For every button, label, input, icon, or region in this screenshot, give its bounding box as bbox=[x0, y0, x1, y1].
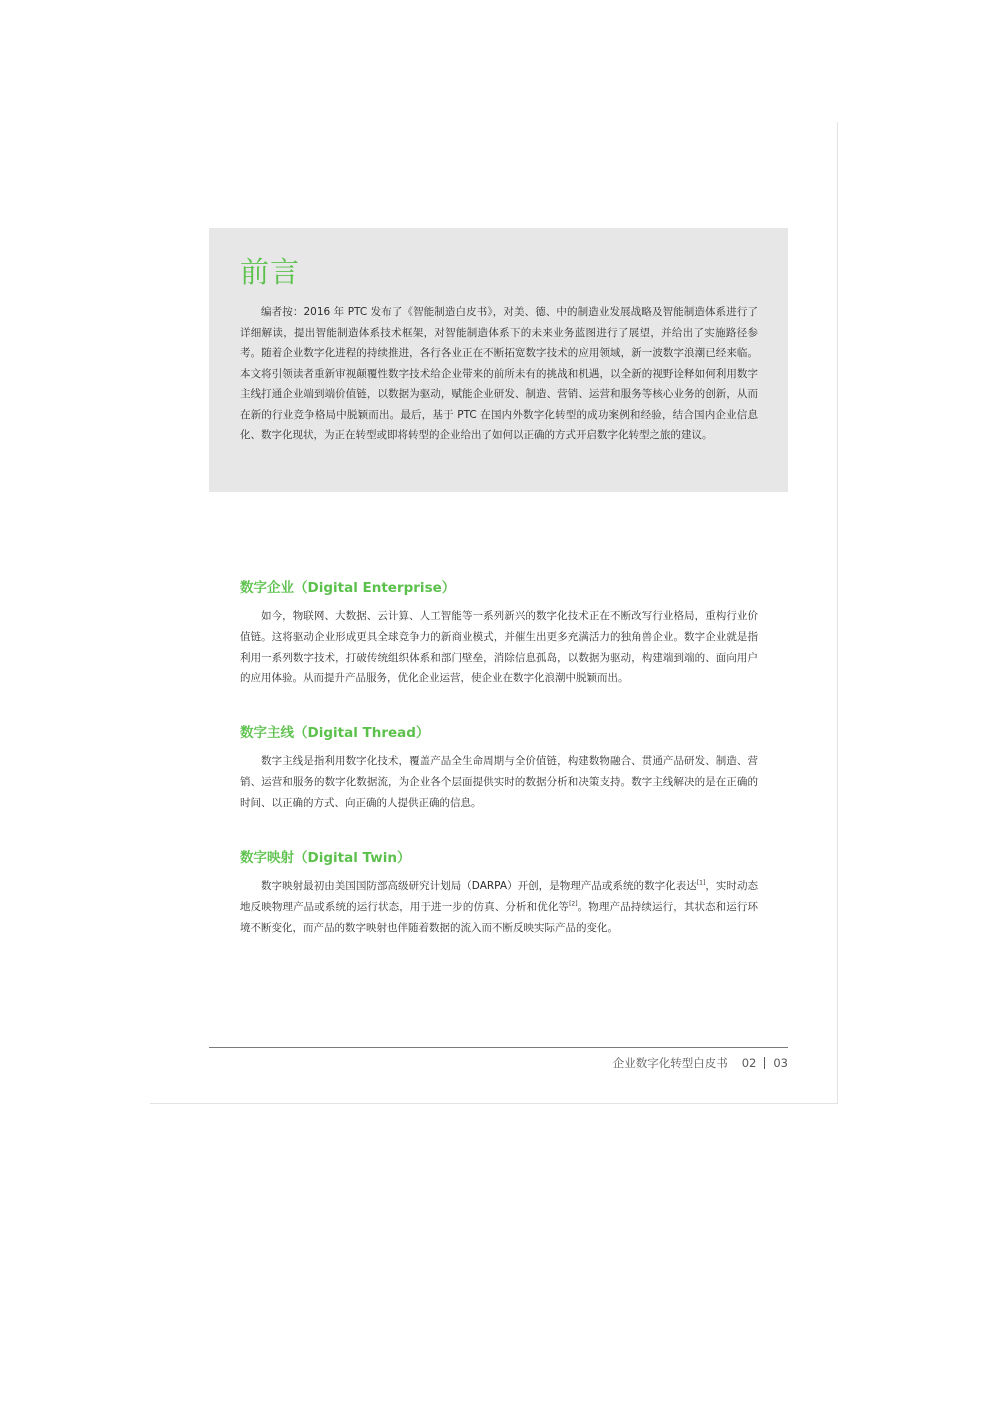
digital-twin-body-part2: ，实时动态地反映物理产品或系统的运行状态，用于进一步的仿真、分析和优化等 bbox=[240, 880, 758, 913]
preface-body: 编者按：2016 年 PTC 发布了《智能制造白皮书》，对美、德、中的制造业发展战略及智能制造体系进行了详细解读，提出智能制造体系技术框架，对智能制造体系下的未来业务蓝图进行了展望，并给出了实施路径参考。随着企业数字化进程的持续推进，各行各业正在不断拓宽数字技术的应用领域，新一波数字浪潮已经来临。本文将引领读者重新审视颠覆性数字技术给企业带来的前所未有的挑战和机遇，以全新的视野诠释如何利用数字主线打通企业端到端价值链，以数据为驱动，赋能企业研发、制造、营销、运营和服务等核心业务的创新，从而在新的行业竞争格局中脱颖而出。最后，基于 PTC 在国内外数字化转型的成功案例和经验，结合国内企业信息化、数字化现状，为正在转型或即将转型的企业给出了如何以正确的方式开启数字化转型之旅的建议。 bbox=[240, 306, 758, 441]
page-footer bbox=[613, 1054, 788, 1072]
section-title-digital-enterprise: 数字企业（Digital Enterprise） bbox=[240, 580, 456, 596]
footer-document-title: 企业数字化转型白皮书 bbox=[612, 1056, 728, 1070]
section-digital-enterprise bbox=[240, 578, 758, 689]
preface-box bbox=[209, 228, 788, 492]
page-number-left: 02 bbox=[741, 1056, 757, 1070]
reference-2: [2] bbox=[569, 900, 578, 908]
section-body-digital-thread: 数字主线是指利用数字化技术，覆盖产品全生命周期与全价值链，构建数物融合、贯通产品研发、制造、营销、运营和服务的数字化数据流，为企业各个层面提供实时的数据分析和决策支持。数字主线解决的是在正确的时间、以正确的方式、向正确的人提供正确的信息。 bbox=[240, 755, 758, 809]
footer-rule bbox=[209, 1047, 788, 1048]
preface-title: 前言 bbox=[240, 255, 301, 289]
page-number-separator bbox=[764, 1057, 765, 1069]
section-title-digital-twin: 数字映射（Digital Twin） bbox=[240, 850, 411, 866]
section-body-digital-enterprise: 如今，物联网、大数据、云计算、人工智能等一系列新兴的数字化技术正在不断改写行业格局，重构行业价值链。这将驱动企业形成更具全球竞争力的新商业模式，并催生出更多充满活力的独角兽企业。数字企业就是指利用一系列数字技术，打破传统组织体系和部门壁垒，消除信息孤岛，以数据为驱动，构建端到端的、面向用户的应用体验。从而提升产品服务，优化企业运营，使企业在数字化浪潮中脱颖而出。 bbox=[240, 610, 758, 685]
section-digital-twin bbox=[240, 848, 758, 938]
digital-twin-body-part3: 。物理产品持续运行，其状态和运行环境不断变化，而产品的数字映射也伴随着数据的流入而不断反映实际产品的变化。 bbox=[240, 900, 759, 934]
digital-twin-body-part1: 数字映射最初由美国国防部高级研究计划局（DARPA）开创，是物理产品或系统的数字化表达 bbox=[261, 880, 697, 892]
reference-1: [1] bbox=[696, 879, 706, 887]
page-edge-bottom bbox=[150, 1103, 838, 1104]
section-digital-thread bbox=[240, 723, 758, 813]
page-edge-right bbox=[837, 122, 838, 1104]
page-number-right: 03 bbox=[773, 1056, 788, 1070]
section-body-digital-twin bbox=[240, 876, 758, 938]
section-title-digital-thread: 数字主线（Digital Thread） bbox=[240, 725, 430, 741]
